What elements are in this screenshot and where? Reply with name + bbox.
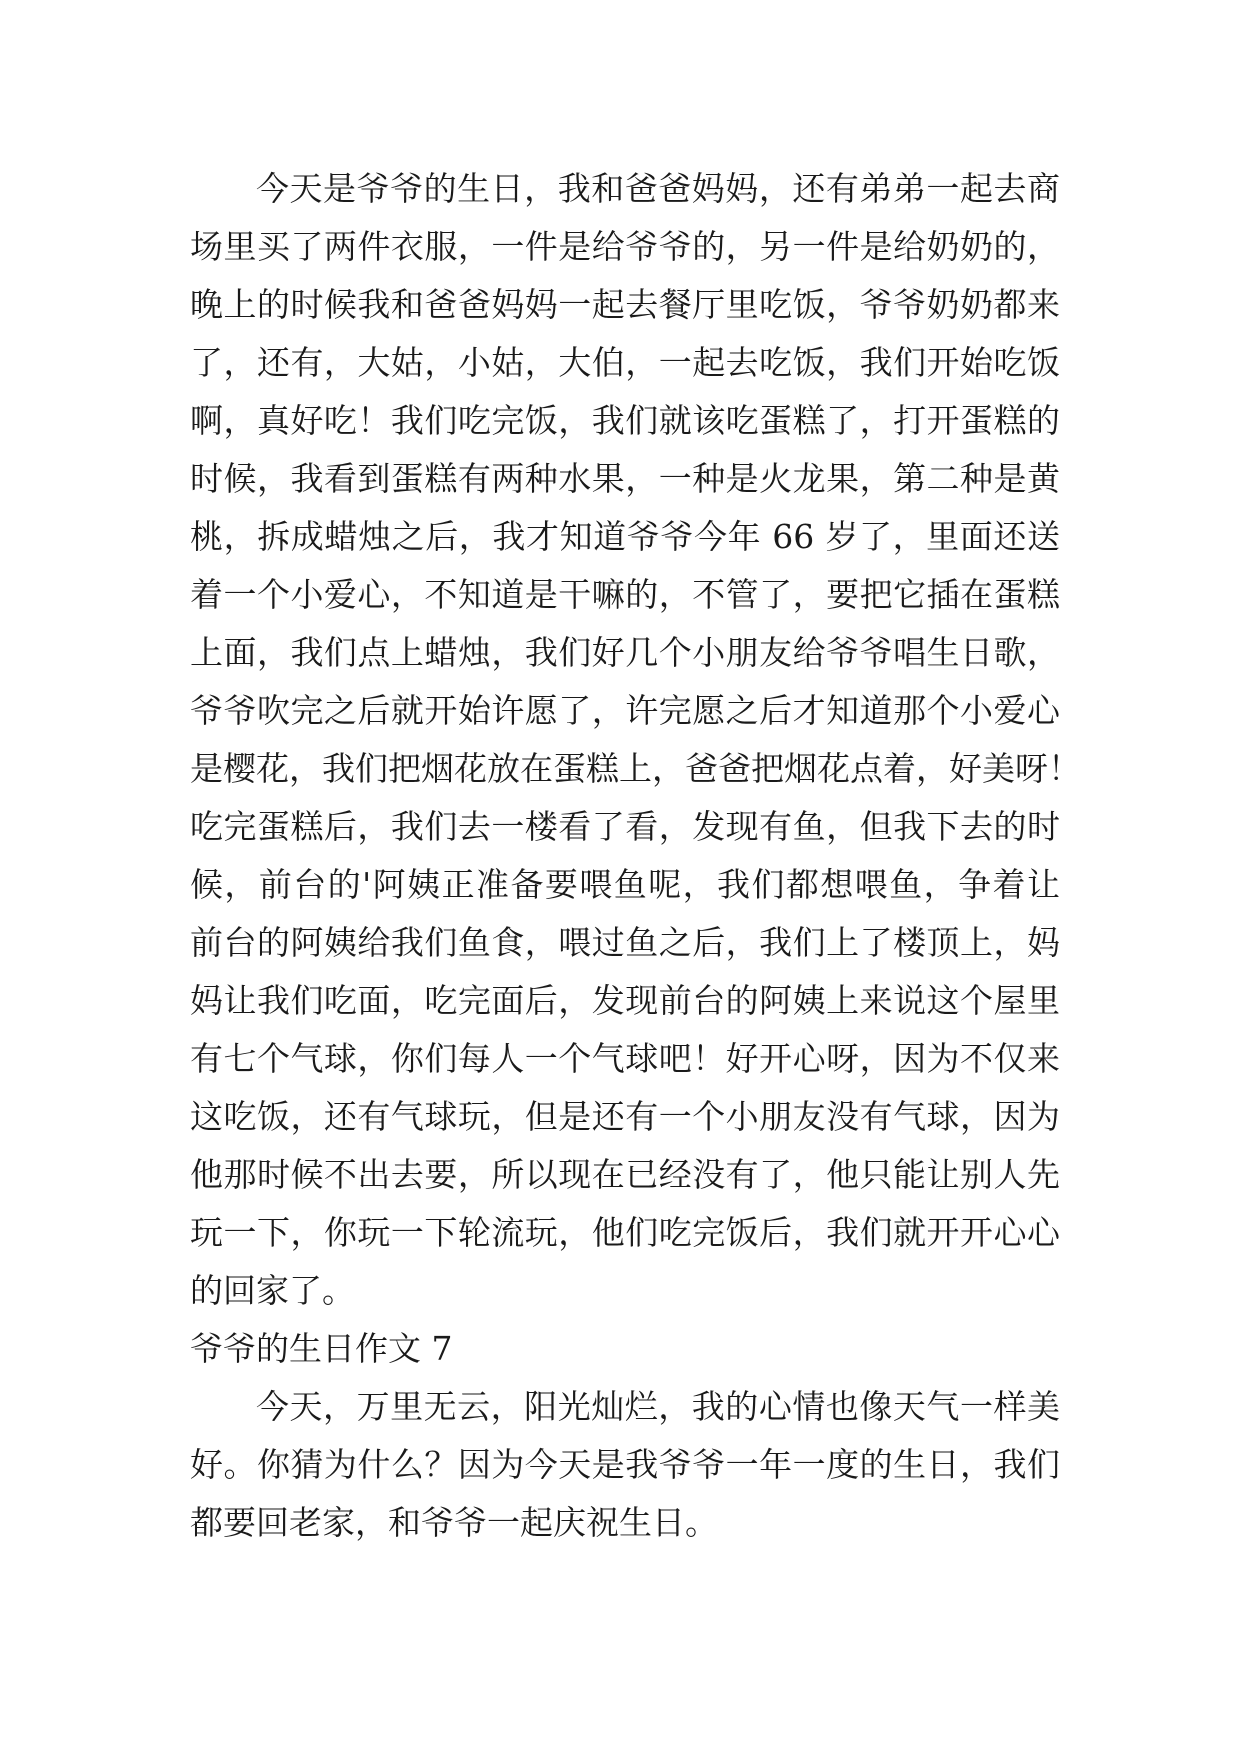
- paragraph-line: 今天，万里无云，阳光灿烂，我的心情也像天气一样美: [256, 1387, 1060, 1426]
- paragraph-line: 吃完蛋糕后，我们去一楼看了看，发现有鱼，但我下去的时: [190, 807, 1060, 846]
- paragraph-line: 今天是爷爷的生日，我和爸爸妈妈，还有弟弟一起去商: [256, 169, 1060, 208]
- paragraph-line: 爷爷吹完之后就开始许愿了，许完愿之后才知道那个小爱心: [190, 691, 1060, 730]
- paragraph-line: 桃，拆成蜡烛之后，我才知道爷爷今年 66 岁了，里面还送: [190, 517, 1060, 556]
- paragraph-line: 候，前台的'阿姨正准备要喂鱼呢，我们都想喂鱼，争着让: [190, 865, 1060, 904]
- essay-body: [190, 160, 1081, 1552]
- paragraph-line: 啊，真好吃！我们吃完饭，我们就该吃蛋糕了，打开蛋糕的: [190, 401, 1060, 440]
- paragraph-line: 他那时候不出去要，所以现在已经没有了，他只能让别人先: [190, 1155, 1060, 1194]
- paragraph-line: 了，还有，大姑，小姑，大伯，一起去吃饭，我们开始吃饭: [190, 343, 1060, 382]
- paragraph-line: 前台的阿姨给我们鱼食，喂过鱼之后，我们上了楼顶上，妈: [190, 923, 1060, 962]
- paragraph-line: 玩一下，你玩一下轮流玩，他们吃完饭后，我们就开开心心: [190, 1213, 1060, 1252]
- paragraph-line: 这吃饭，还有气球玩，但是还有一个小朋友没有气球，因为: [190, 1097, 1060, 1136]
- paragraph-line: 都要回老家，和爷爷一起庆祝生日。: [190, 1503, 718, 1542]
- paragraph-line: 好。你猜为什么？因为今天是我爷爷一年一度的生日，我们: [190, 1445, 1060, 1484]
- paragraph-line: 时候，我看到蛋糕有两种水果，一种是火龙果，第二种是黄: [190, 459, 1060, 498]
- paragraph-line: 有七个气球，你们每人一个气球吧！好开心呀，因为不仅来: [190, 1039, 1060, 1078]
- paragraph-line: 场里买了两件衣服，一件是给爷爷的，另一件是给奶奶的，: [190, 227, 1060, 266]
- paragraph-line: 晚上的时候我和爸爸妈妈一起去餐厅里吃饭，爷爷奶奶都来: [190, 285, 1060, 324]
- paragraph-line: 着一个小爱心，不知道是干嘛的，不管了，要把它插在蛋糕: [190, 575, 1060, 614]
- section-heading: 爷爷的生日作文 7: [190, 1329, 453, 1368]
- paragraph-line: 上面，我们点上蜡烛，我们好几个小朋友给爷爷唱生日歌，: [190, 633, 1060, 672]
- paragraph-line: 是樱花，我们把烟花放在蛋糕上，爸爸把烟花点着，好美呀！: [190, 749, 1081, 788]
- paragraph-line: 的回家了。: [190, 1271, 355, 1310]
- paragraph-line: 妈让我们吃面，吃完面后，发现前台的阿姨上来说这个屋里: [190, 981, 1060, 1020]
